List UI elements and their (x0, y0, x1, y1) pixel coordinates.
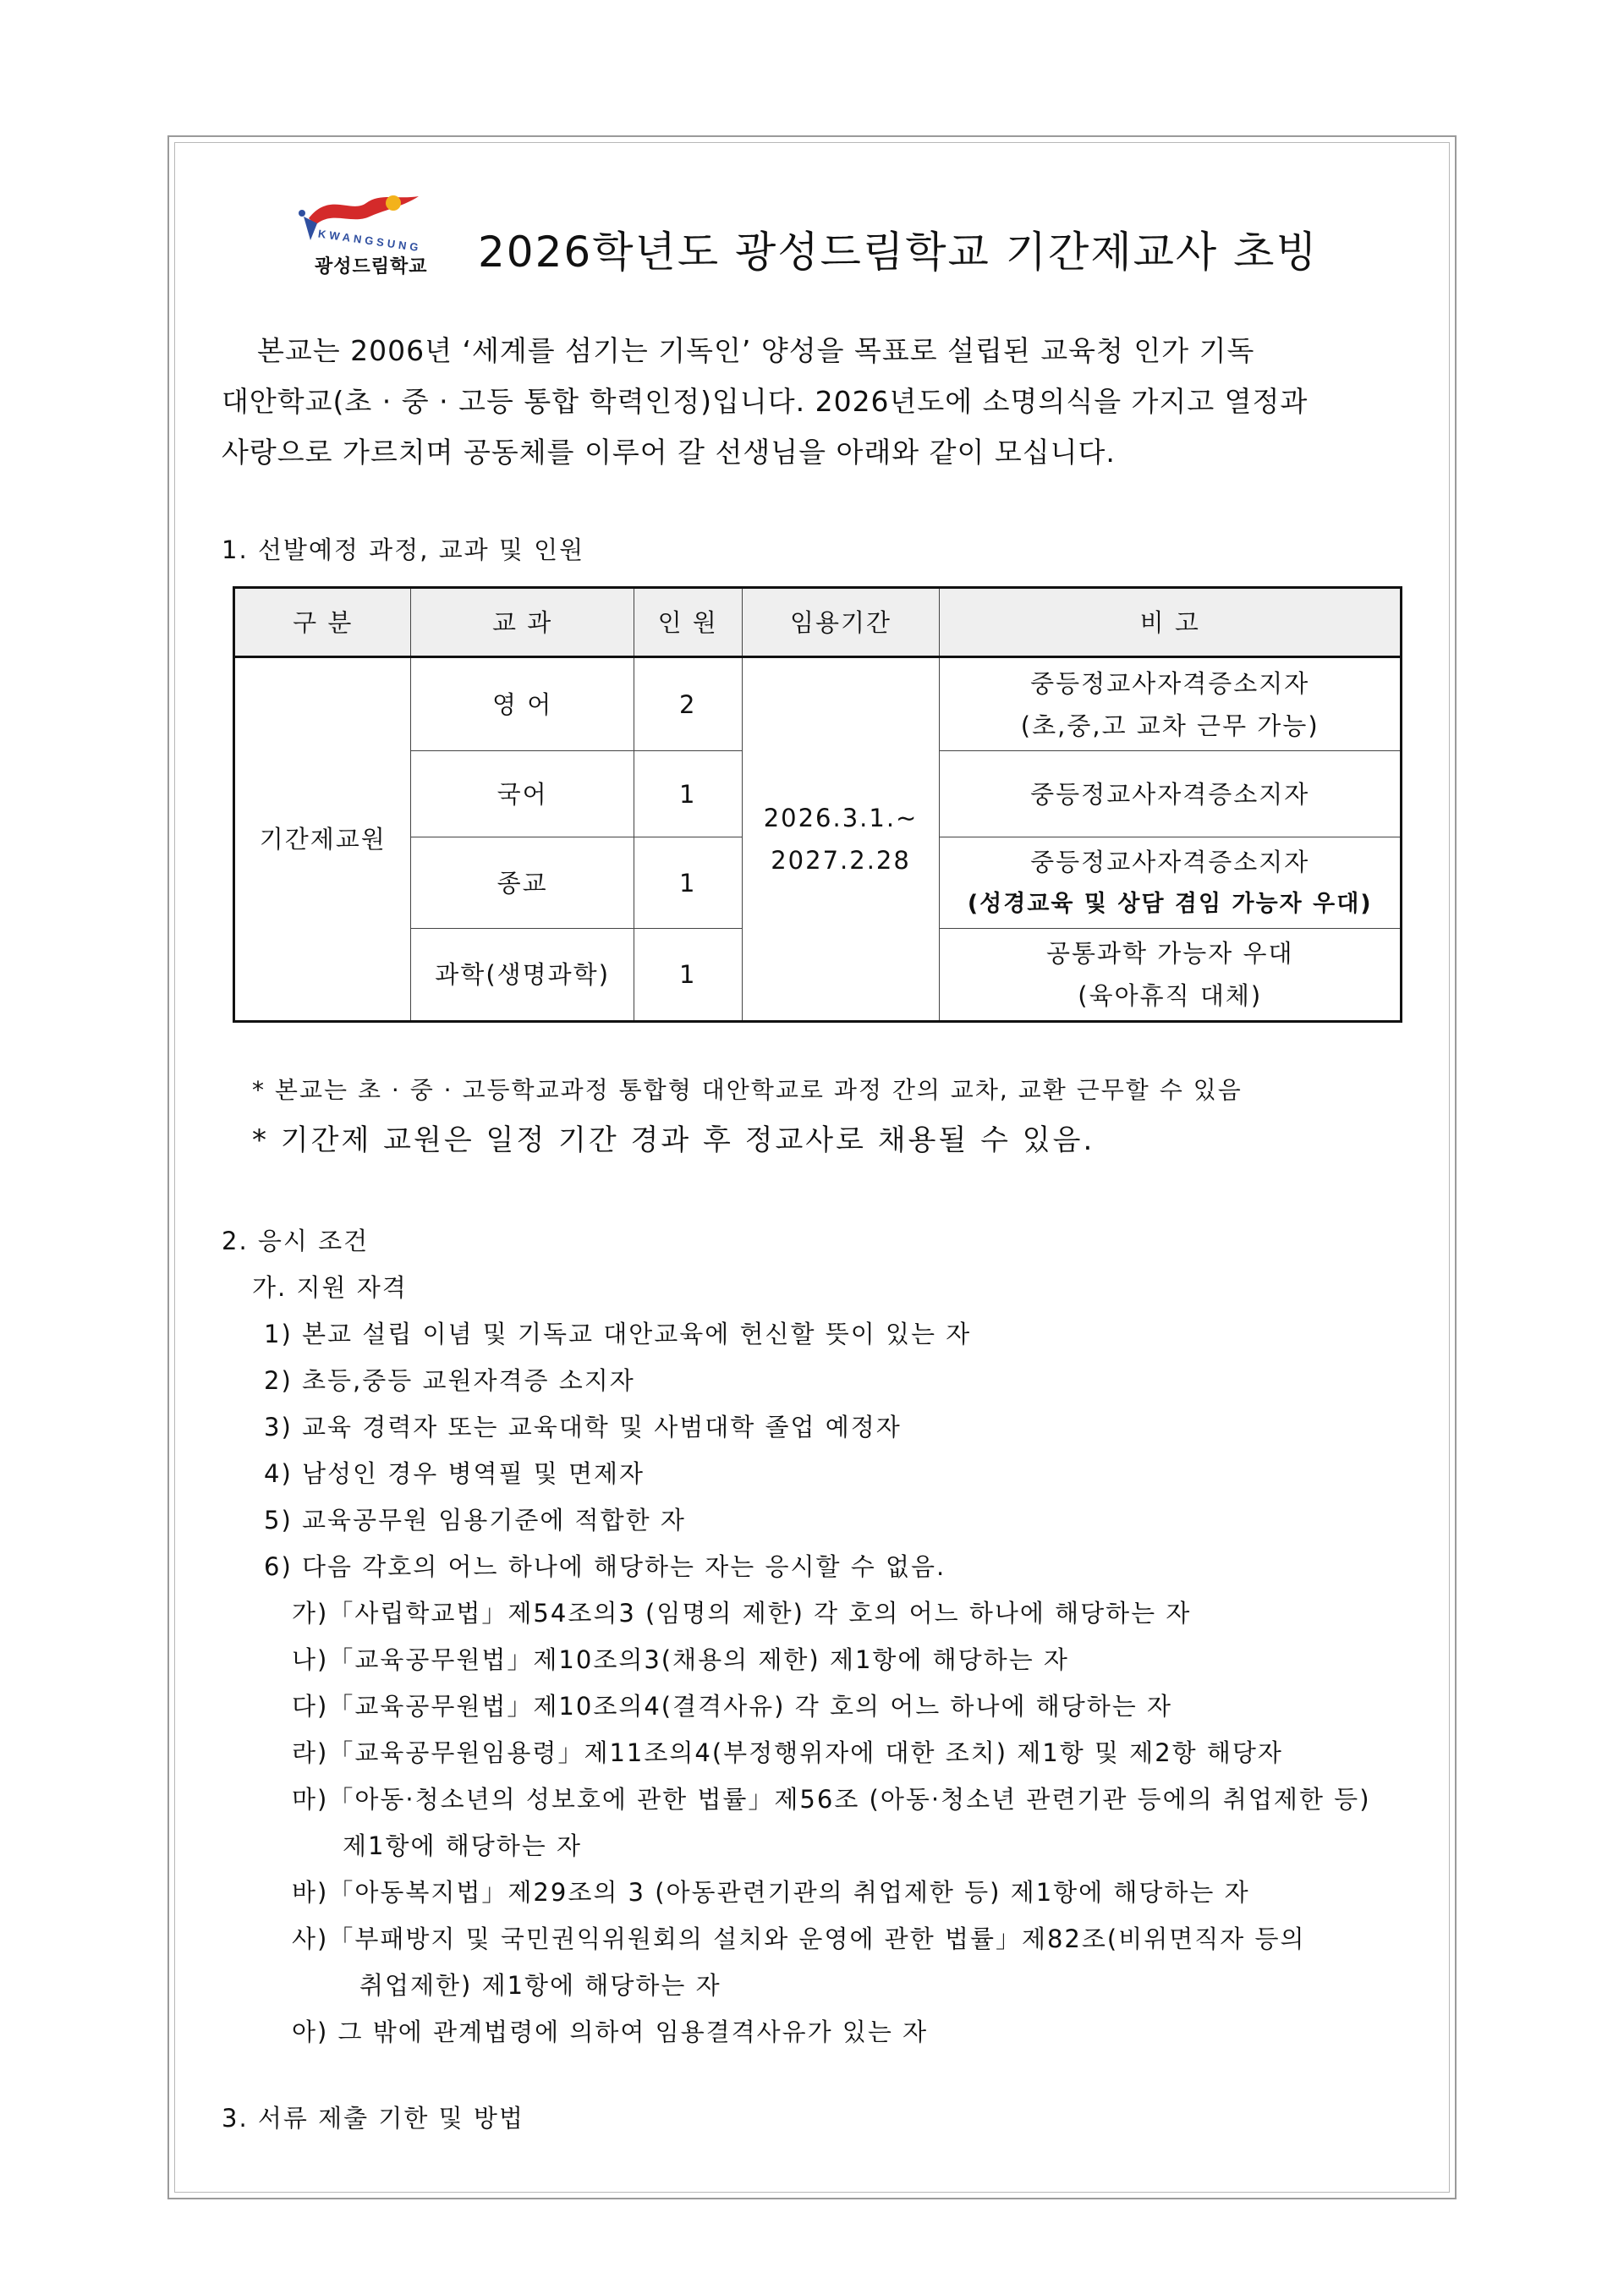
intro-line: 사랑으로 가르치며 공동체를 이루어 갈 선생님을 아래와 같이 모십니다. (222, 436, 1116, 469)
section3-heading: 3. 서류 제출 기한 및 방법 (222, 2104, 524, 2133)
subject-cell: 종교 (411, 837, 634, 929)
period-start: 2026.3.1.~ (763, 804, 919, 832)
disqualification-item: 다)「교육공무원법」제10조의4(결격사유) 각 호의 어느 하나에 해당하는 자 (292, 1692, 1172, 1721)
logo-yellow-dot (386, 195, 401, 211)
count-cell: 1 (634, 751, 742, 837)
count-cell: 2 (634, 657, 742, 751)
disqualification-item-cont: 제1항에 해당하는 자 (343, 1831, 582, 1860)
logo-red-swoosh (309, 196, 419, 225)
remarks-line: (육아휴직 대체) (1078, 981, 1263, 1010)
intro-line: 본교는 2006년 ‘세계를 섬기는 기독인’ 양성을 목표로 설립된 교육청 인가 기독 (257, 334, 1255, 367)
list-item: 4) 남성인 경우 병역필 및 면제자 (264, 1459, 645, 1488)
disqualification-item: 아) 그 밖에 관계법령에 의하여 임용결격사유가 있는 자 (292, 2018, 929, 2046)
note-regular-hire: * 기간제 교원은 일정 기간 경과 후 정교사로 채용될 수 있음. (252, 1123, 1095, 1157)
remarks-line-bold: (성경교육 및 상담 겸임 가능자 우대) (967, 890, 1373, 917)
remarks-cell (940, 751, 1402, 837)
subsection-heading: 가. 지원 자격 (252, 1273, 408, 1302)
header-count: 인 원 (634, 588, 742, 657)
list-item: 1) 본교 설립 이념 및 기독교 대안교육에 헌신할 뜻이 있는 자 (264, 1320, 972, 1348)
remarks-line: 중등정교사자격증소지자 (1030, 847, 1310, 876)
remarks-cell (940, 837, 1402, 929)
remarks-line: (초,중,고 교차 근무 가능) (1020, 711, 1320, 740)
disqualification-item: 바)「아동복지법」제29조의 3 (아동관련기관의 취업제한 등) 제1항에 해당하는 자 (292, 1878, 1250, 1907)
table-header-row (234, 588, 1402, 657)
intro-line: 대안학교(초 · 중 · 고등 통합 학력인정)입니다. 2026년도에 소명의식을 가지고 열정과 (222, 385, 1309, 418)
period-end: 2027.2.28 (771, 846, 911, 875)
remarks-cell (940, 657, 1402, 751)
list-item: 5) 교육공무원 임용기준에 적합한 자 (264, 1506, 686, 1535)
list-item: 3) 교육 경력자 또는 교육대학 및 사범대학 졸업 예정자 (264, 1413, 902, 1441)
intro-paragraph (222, 326, 1404, 478)
period-cell (742, 657, 940, 1022)
count-cell: 1 (634, 837, 742, 929)
logo-arc-text: KWANGSUNG (317, 227, 423, 255)
subject-cell: 영 어 (411, 657, 634, 751)
disqualification-item: 가)「사립학교법」제54조의3 (임명의 제한) 각 호의 어느 하나에 해당하는 자 (292, 1599, 1192, 1628)
header-remarks: 비 고 (940, 588, 1402, 657)
remarks-line: 중등정교사자격증소지자 (1030, 779, 1310, 809)
disqualification-item: 라)「교육공무원임용령」제11조의4(부정행위자에 대한 조치) 제1항 및 제2항 해당자 (292, 1738, 1283, 1767)
count-cell: 1 (634, 929, 742, 1022)
disqualification-item: 마)「아동·청소년의 성보호에 관한 법률」제56조 (아동·청소년 관련기관 등에의 취업제한 등) (292, 1785, 1371, 1814)
disqualification-item-cont: 취업제한) 제1항에 해당하는 자 (359, 1971, 721, 2000)
table-row (234, 657, 1402, 751)
logo-school-name: 광성드림학교 (315, 256, 428, 277)
header-subject: 교 과 (411, 588, 634, 657)
list-item: 6) 다음 각호의 어느 하나에 해당하는 자는 응시할 수 없음. (264, 1552, 946, 1581)
page-title: 2026학년도 광성드림학교 기간제교사 초빙 (478, 228, 1319, 277)
header-period: 임용기간 (742, 588, 940, 657)
logo-blue-dot (299, 210, 305, 217)
remarks-cell (940, 929, 1402, 1022)
subject-cell: 국어 (411, 751, 634, 837)
section1-heading: 1. 선발예정 과정, 교과 및 인원 (222, 535, 585, 564)
category-cell: 기간제교원 (234, 657, 411, 1022)
disqualification-item: 사)「부패방지 및 국민권익위원회의 설치와 운영에 관한 법률」제82조(비위면직자 등의 (292, 1924, 1306, 1953)
list-item: 2) 초등,중등 교원자격증 소지자 (264, 1366, 635, 1395)
remarks-line: 공통과학 가능자 우대 (1045, 939, 1294, 968)
recruitment-table (233, 586, 1402, 1023)
note-cross-teaching: * 본교는 초 · 중 · 고등학교과정 통합형 대안학교로 과정 간의 교차, 교환 근무할 수 있음 (252, 1076, 1243, 1104)
remarks-line: 중등정교사자격증소지자 (1030, 668, 1310, 698)
header-category: 구 분 (234, 588, 411, 657)
section2-heading: 2. 응시 조건 (222, 1227, 370, 1255)
subject-cell: 과학(생명과학) (411, 929, 634, 1022)
disqualification-item: 나)「교육공무원법」제10조의3(채용의 제한) 제1항에 해당하는 자 (292, 1645, 1069, 1674)
